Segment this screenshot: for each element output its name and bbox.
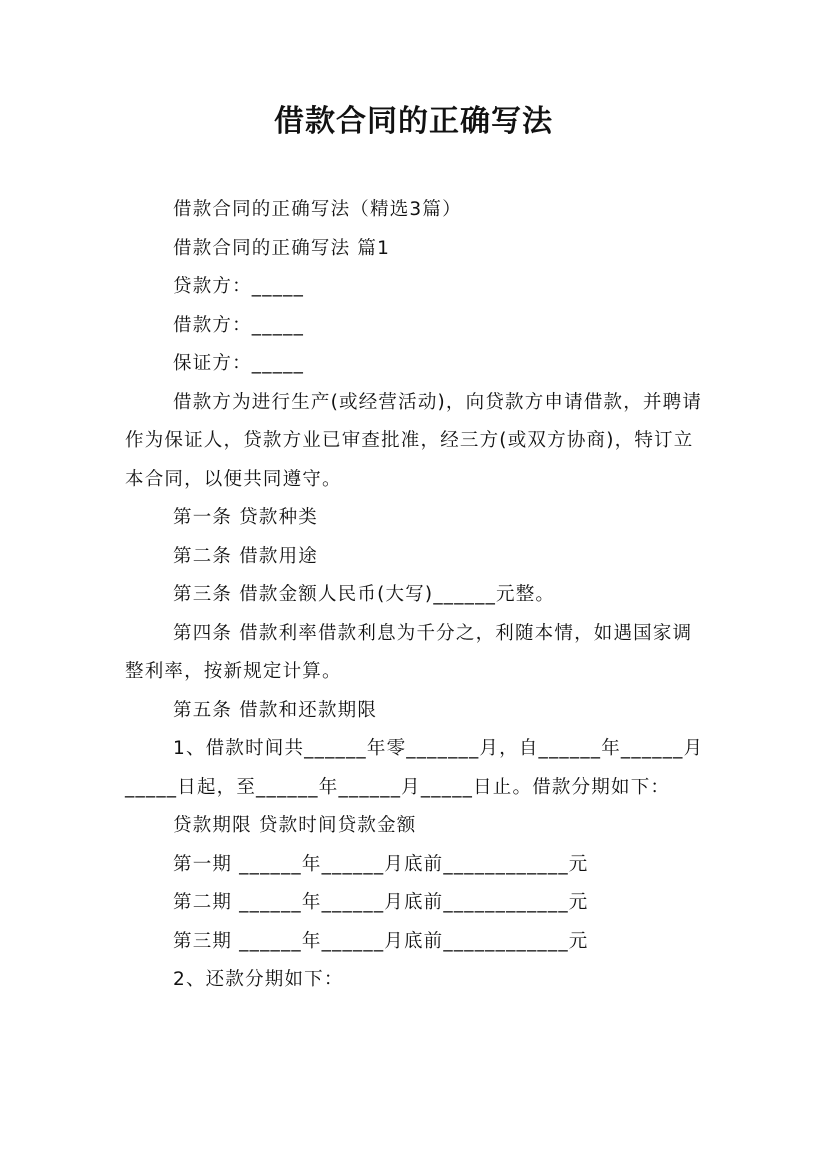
paragraph-article-4: 第四条 借款利率借款利息为千分之，利随本情，如遇国家调整利率，按新规定计算。 — [125, 622, 693, 682]
paragraph-section-heading: 借款合同的正确写法 篇1 — [173, 237, 391, 259]
document-body — [125, 191, 705, 1000]
paragraph-repayment: 2、还款分期如下： — [173, 969, 344, 990]
paragraph-article-1: 第一条 贷款种类 — [173, 507, 318, 528]
paragraph-article-2: 第二条 借款用途 — [173, 545, 318, 567]
paragraph-lender: 贷款方：_____ — [173, 276, 305, 297]
paragraph-borrower: 借款方：_____ — [173, 314, 305, 336]
paragraph-preamble: 借款方为进行生产(或经营活动)，向贷款方申请借款，并聘请作为保证人，贷款方业已审查批准，经三方(或双方协商)，特订立本合同，以便共同遵守。 — [125, 391, 703, 490]
paragraph-schedule-row-1: 第一期 ______年______月底前____________元 — [173, 853, 589, 875]
document-title: 借款合同的正确写法 — [274, 104, 553, 139]
paragraph-schedule-row-3: 第三期 ______年______月底前____________元 — [173, 930, 589, 952]
paragraph-schedule-header: 贷款期限 贷款时间贷款金额 — [173, 815, 417, 836]
paragraph-article-3: 第三条 借款金额人民币(大写)______元整。 — [173, 584, 556, 605]
paragraph-loan-period: 1、借款时间共______年零_______月，自______年______月_____日起，至______年______月_____日止。借款分期如下： — [125, 738, 704, 798]
paragraph-article-5: 第五条 借款和还款期限 — [173, 699, 378, 721]
paragraph-schedule-row-2: 第二期 ______年______月底前____________元 — [173, 892, 589, 913]
paragraph-guarantor: 保证方：_____ — [173, 353, 305, 374]
paragraph-subtitle: 借款合同的正确写法（精选3篇） — [173, 199, 462, 220]
